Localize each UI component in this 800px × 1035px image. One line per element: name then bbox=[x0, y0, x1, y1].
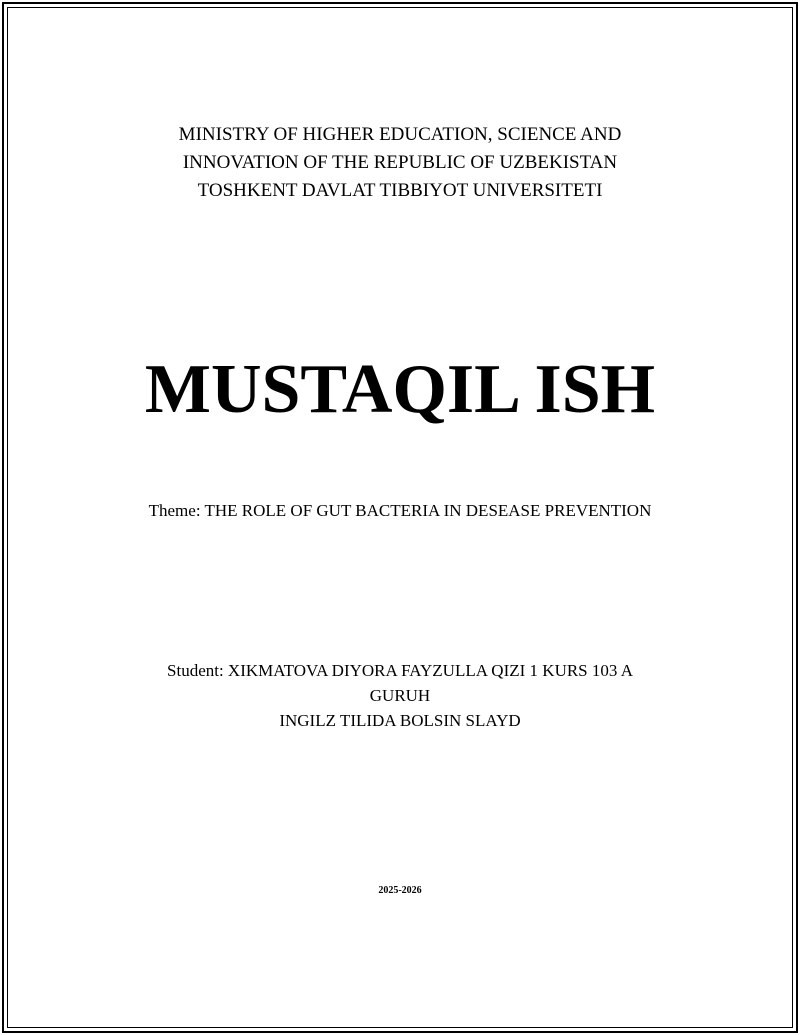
institution-header bbox=[0, 121, 800, 205]
student-line-group: GURUH bbox=[369, 686, 431, 705]
student-line-name: Student: XIKMATOVA DIYORA FAYZULLA QIZI 1 KURS 103 A bbox=[167, 661, 633, 680]
header-line-university: TOSHKENT DAVLAT TIBBIYOT UNIVERSITETI bbox=[197, 180, 603, 201]
academic-year: 2025-2026 bbox=[378, 885, 422, 896]
document-title: MUSTAQIL ISH bbox=[144, 351, 656, 428]
header-line-innovation: INNOVATION OF THE REPUBLIC OF UZBEKISTAN bbox=[182, 152, 618, 173]
student-info bbox=[0, 658, 800, 733]
student-line-note: INGILZ TILIDA BOLSIN SLAYD bbox=[279, 711, 521, 730]
header-line-ministry: MINISTRY OF HIGHER EDUCATION, SCIENCE AND bbox=[178, 124, 622, 145]
theme-line: Theme: THE ROLE OF GUT BACTERIA IN DESEASE PREVENTION bbox=[148, 501, 652, 520]
